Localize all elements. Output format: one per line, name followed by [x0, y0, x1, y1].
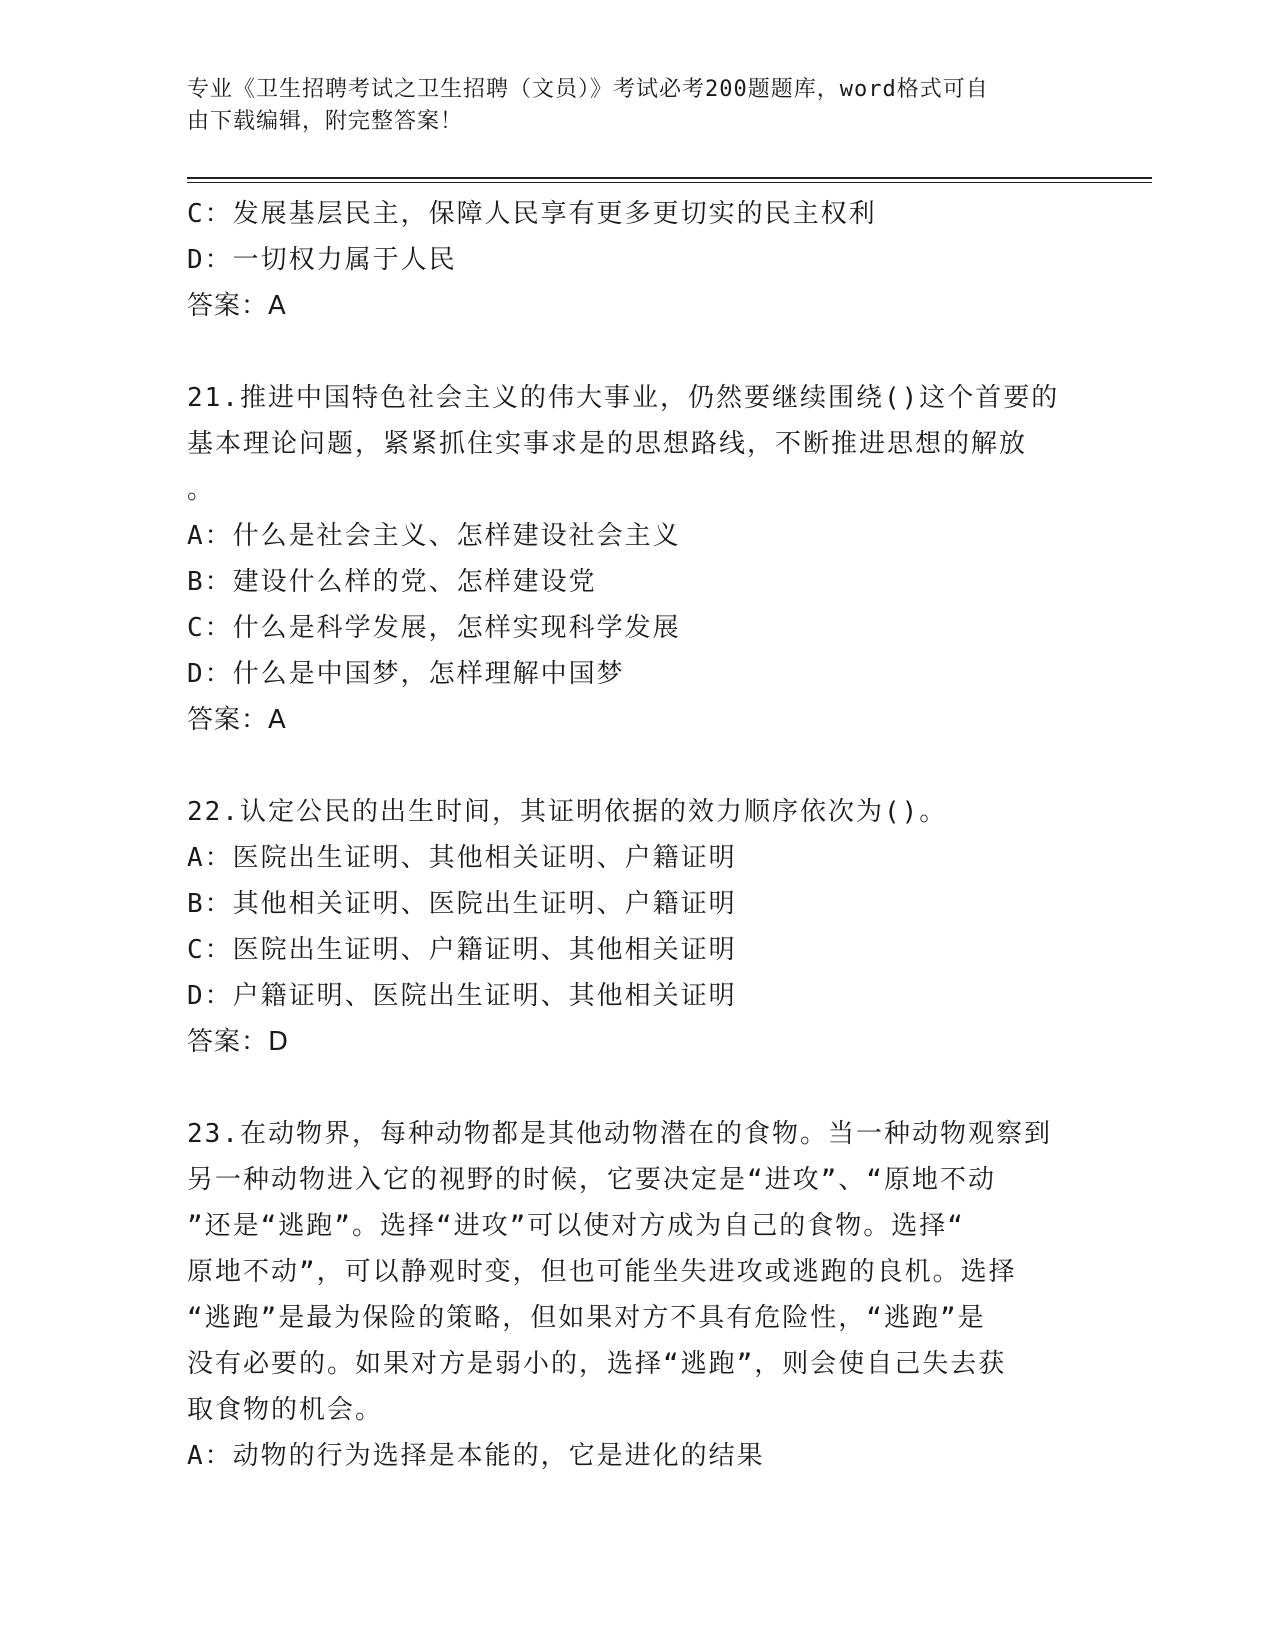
option-c: C：医院出生证明、户籍证明、其他相关证明	[187, 935, 737, 965]
question-stem-line: ”还是“逃跑”。选择“进攻”可以使对方成为自己的食物。选择“	[187, 1211, 965, 1241]
answer-line: 答案：D	[187, 1027, 290, 1057]
question-stem-line: 没有必要的。如果对方是弱小的，选择“逃跑”，则会使自己失去获	[187, 1349, 1007, 1379]
question-content	[187, 191, 1077, 1479]
header-divider-thick	[187, 177, 1152, 179]
header-line-2: 由下载编辑，附完整答案！	[187, 109, 464, 134]
answer-line: 答案：A	[187, 705, 287, 735]
question-stem-line: “逃跑”是最为保险的策略，但如果对方不具有危险性，“逃跑”是	[187, 1303, 986, 1333]
question-22	[187, 789, 1077, 1065]
option-d: D：一切权力属于人民	[187, 245, 457, 275]
document-header	[187, 74, 1067, 138]
header-line-1: 专业《卫生招聘考试之卫生招聘（文员）》考试必考200题题库，word格式可自	[187, 77, 989, 102]
question-stem-line: 。	[187, 475, 216, 505]
option-b: B：建设什么样的党、怎样建设党	[187, 567, 597, 597]
spacer	[187, 743, 1077, 789]
option-a: A：动物的行为选择是本能的，它是进化的结果	[187, 1441, 765, 1471]
option-c: C：什么是科学发展，怎样实现科学发展	[187, 613, 681, 643]
option-c: C：发展基层民主，保障人民享有更多更切实的民主权利	[187, 199, 877, 229]
header-divider-thin	[187, 182, 1152, 183]
answer-line: 答案：A	[187, 291, 287, 321]
question-stem-line: 21.推进中国特色社会主义的伟大事业，仍然要继续围绕()这个首要的	[187, 383, 1060, 413]
question-23	[187, 1111, 1077, 1479]
question-stem-line: 22.认定公民的出生时间，其证明依据的效力顺序依次为()。	[187, 797, 948, 827]
question-stem-line: 23.在动物界，每种动物都是其他动物潜在的食物。当一种动物观察到	[187, 1119, 1052, 1149]
option-a: A：什么是社会主义、怎样建设社会主义	[187, 521, 681, 551]
question-stem-line: 另一种动物进入它的视野的时候，它要决定是“进攻”、“原地不动	[187, 1165, 996, 1195]
spacer	[187, 329, 1077, 375]
question-21	[187, 375, 1077, 743]
question-stem-line: 基本理论问题，紧紧抓住实事求是的思想路线，不断推进思想的解放	[187, 429, 1028, 459]
option-d: D：户籍证明、医院出生证明、其他相关证明	[187, 981, 737, 1011]
option-a: A：医院出生证明、其他相关证明、户籍证明	[187, 843, 737, 873]
spacer	[187, 1065, 1077, 1111]
option-b: B：其他相关证明、医院出生证明、户籍证明	[187, 889, 737, 919]
question-stem-line: 原地不动”，可以静观时变，但也可能坐失进攻或逃跑的良机。选择	[187, 1257, 1017, 1287]
question-stem-line: 取食物的机会。	[187, 1395, 384, 1425]
option-d: D：什么是中国梦，怎样理解中国梦	[187, 659, 625, 689]
